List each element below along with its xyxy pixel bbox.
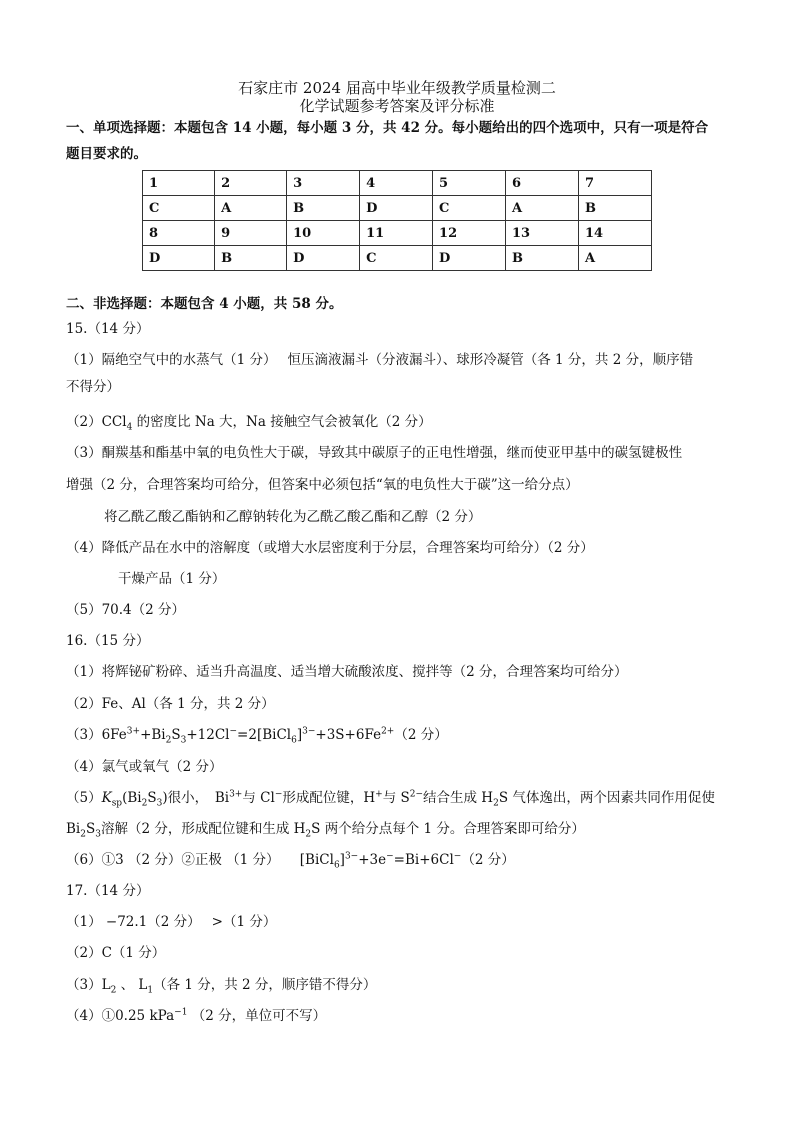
q15-part4-second: 干燥产品（1 分） — [118, 571, 226, 587]
answer-table-row — [143, 246, 652, 271]
section1-heading: 一、单项选择题：本题包含 14 小题，每小题 3 分，共 42 分。每小题给出的四个选项中，只有一项是符合 — [66, 120, 709, 136]
q16-part4: （4）氯气或氧气（2 分） — [66, 759, 223, 775]
q17-title: 17.（14 分） — [66, 883, 150, 899]
q15-part1-cont: 不得分） — [66, 379, 120, 395]
document-title: 石家庄市 2024 届高中毕业年级教学质量检测二 — [238, 79, 556, 97]
q17-part3: $(3)L_2$ 、 $L_1$（各 1 分，共 2 分，顺序错不得分） — [66, 977, 377, 996]
q16-part1: （1）将辉铋矿粉碎、适当升高温度、适当增大硫酸浓度、搅拌等（2 分，合理答案均可给分） — [66, 664, 628, 680]
q17-part2: （2）C（1 分） — [66, 945, 166, 961]
answer-table-cell: 13 — [506, 221, 579, 246]
answer-table-cell: 10 — [287, 221, 360, 246]
answer-table-cell: 8 — [143, 221, 215, 246]
answer-table-cell: 12 — [433, 221, 506, 246]
q16-part5: $(5)K_{sp}(Bi_2S_3)$很小， $Bi^{3+}$与 Cl−形成配位键，H+与 $S^{2-}$结合生成 $H_2S$ 气体逸出，两个因素共同作用促使 — [66, 789, 715, 809]
answer-table-cell: B — [215, 246, 287, 271]
answer-table — [142, 170, 652, 271]
q15-part2: （2）CCl$_4$ 的密度比 Na 大，Na 接触空气会被氧化（2 分） — [66, 414, 432, 433]
answer-table-cell: D — [360, 196, 433, 221]
answer-table-cell: A — [506, 196, 579, 221]
answer-table-cell: C — [143, 196, 215, 221]
answer-table-cell: A — [215, 196, 287, 221]
q17-part4: （4）①0.25 kPa$^{-1}$ （2 分，单位可不写） — [66, 1007, 327, 1024]
answer-table-cell: 2 — [215, 171, 287, 196]
answer-table-row — [143, 171, 652, 196]
answer-table-cell: B — [506, 246, 579, 271]
q15-part1: （1）隔绝空气中的水蒸气（1 分） 恒压滴液漏斗（分液漏斗）、球形冷凝管（各 1 分，共 2 分，顺序错 — [66, 352, 694, 368]
answer-table-cell: A — [578, 246, 651, 271]
q15-title: 15.（14 分） — [66, 321, 150, 337]
answer-table-cell: 6 — [506, 171, 579, 196]
answer-table-cell: 4 — [360, 171, 433, 196]
q15-part4: （4）降低产品在水中的溶解度（或增大水层密度利于分层，合理答案均可给分）（2 分） — [66, 540, 594, 556]
answer-table-cell: C — [360, 246, 433, 271]
answer-table-cell: D — [143, 246, 215, 271]
answer-table-cell: 7 — [578, 171, 651, 196]
answer-table-cell: 3 — [287, 171, 360, 196]
answer-table-cell: 1 — [143, 171, 215, 196]
q16-part2: （2）Fe、Al（各 1 分，共 2 分） — [66, 696, 275, 712]
answer-table-cell: D — [433, 246, 506, 271]
q16-title: 16.（15 分） — [66, 633, 150, 649]
q15-part3-cont: 增强（2 分，合理答案均可给分，但答案中必须包括“氧的电负性大于碳”这一给分点） — [66, 477, 579, 493]
answer-table-cell: 9 — [215, 221, 287, 246]
answer-table-cell: 5 — [433, 171, 506, 196]
answer-table-row — [143, 221, 652, 246]
q16-part5-cont: $Bi_2S_3$溶解（2 分，形成配位键和生成 $H_2S$ 两个给分点每个 1 分。合理答案即可给分） — [66, 821, 585, 840]
answer-table-cell: 14 — [578, 221, 651, 246]
answer-table-cell: B — [287, 196, 360, 221]
q15-part5: （5）70.4（2 分） — [66, 602, 186, 618]
q15-part3: （3）酮羰基和酯基中氧的电负性大于碳，导致其中碳原子的正电性增强，继而使亚甲基中的碳氢键极性 — [66, 445, 683, 461]
section2-heading: 二、非选择题：本题包含 4 小题，共 58 分。 — [66, 296, 343, 312]
answer-table-cell: D — [287, 246, 360, 271]
answer-table-cell: B — [578, 196, 651, 221]
section1-heading-cont: 题目要求的。 — [66, 146, 147, 162]
document-subtitle: 化学试题参考答案及评分标准 — [299, 97, 495, 115]
q17-part1: （1） −72.1（2 分） >（1 分） — [66, 914, 277, 930]
q15-part3-second: 将乙酰乙酸乙酯钠和乙醇钠转化为乙酰乙酸乙酯和乙醇（2 分） — [104, 509, 482, 525]
q16-part3: $(3)6Fe^{3+}+Bi_2S_3+12Cl^-=2[BiCl_6]^{3-}+3S+6Fe^{2+}(2$ 分） — [66, 726, 448, 746]
answer-table-cell: 11 — [360, 221, 433, 246]
answer-table-row — [143, 196, 652, 221]
answer-table-cell: C — [433, 196, 506, 221]
q16-part6: （6）①3 （2 分）②正极 （1 分） [BiCl$_6$]$^{3-}$+3e−=Bi+6Cl−（2 分） — [66, 851, 515, 871]
